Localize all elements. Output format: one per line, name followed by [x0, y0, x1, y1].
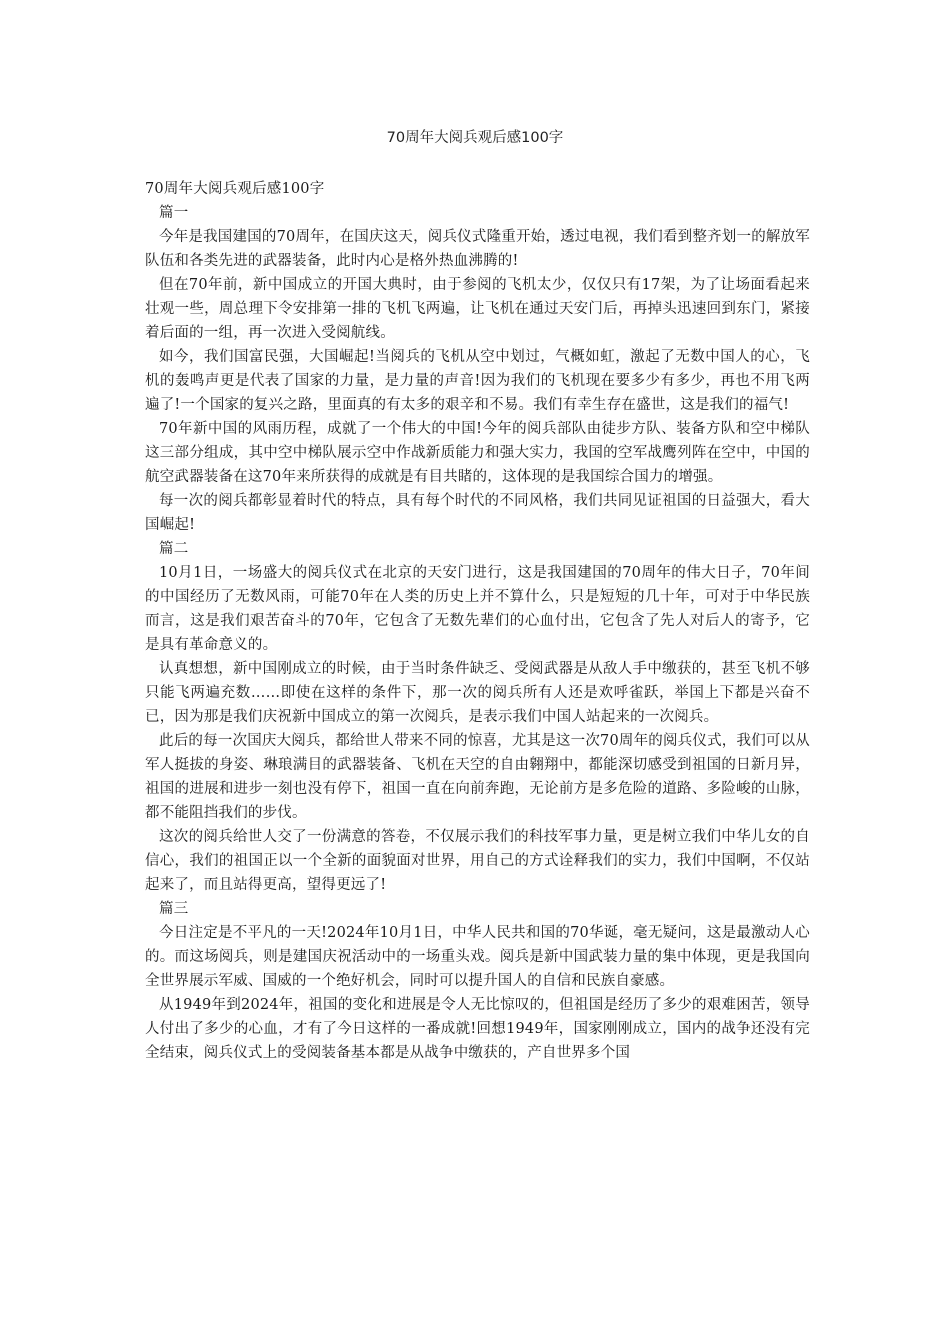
paragraph: 如今，我们国富民强，大国崛起!当阅兵的飞机从空中划过，气概如虹，激起了无数中国人的心，飞机的轰鸣声更是代表了国家的力量，是力量的声音!因为我们的飞机现在要多少有多少，再也不用飞两遍了!一个国家的复兴之路，里面真的有太多的艰辛和不易。我们有幸生存在盛世，这是我们的福气! [145, 349, 810, 413]
document-title: 70周年大阅兵观后感100字 [386, 130, 564, 146]
paragraph: 这次的阅兵给世人交了一份满意的答卷，不仅展示我们的科技军事力量，更是树立我们中华儿女的自信心，我们的祖国正以一个全新的面貌面对世界，用自己的方式诠释我们的实力，我们中国啊，不仅站起来了，而且站得更高，望得更远了! [145, 829, 810, 893]
paragraph: 每一次的阅兵都彰显着时代的特点，具有每个时代的不同风格，我们共同见证祖国的日益强大，看大国崛起! [145, 493, 810, 533]
paragraph: 此后的每一次国庆大阅兵，都给世人带来不同的惊喜，尤其是这一次70周年的阅兵仪式，我们可以从军人挺拔的身姿、琳琅满目的武器装备、飞机在天空的自由翱翔中，都能深切感受到祖国的日新月异，祖国的进展和进步一刻也没有停下，祖国一直在向前奔跑，无论前方是多危险的道路、多险峻的山脉，都不能阻挡我们的步伐。 [145, 733, 810, 821]
paragraph: 今日注定是不平凡的一天!2024年10月1日，中华人民共和国的70华诞，毫无疑问，这是最激动人心的。而这场阅兵，则是建国庆祝活动中的一场重头戏。阅兵是新中国武装力量的集中体现，更是我国向全世界展示军威、国威的一个绝好机会，同时可以提升国人的自信和民族自豪感。 [145, 925, 810, 989]
document-body [145, 177, 810, 1065]
paragraph: 10月1日，一场盛大的阅兵仪式在北京的天安门进行，这是我国建国的70周年的伟大日子，70年间的中国经历了无数风雨，可能70年在人类的历史上并不算什么，只是短短的几十年，可对于中华民族而言，这是我们艰苦奋斗的70年，它包含了无数先辈们的心血付出，它包含了先人对后人的寄予，它是具有革命意义的。 [145, 565, 810, 653]
paragraph: 今年是我国建国的70周年，在国庆这天，阅兵仪式隆重开始，透过电视，我们看到整齐划一的解放军队伍和各类先进的武器装备，此时内心是格外热血沸腾的! [145, 229, 810, 269]
paragraph: 但在70年前，新中国成立的开国大典时，由于参阅的飞机太少，仅仅只有17架，为了让场面看起来壮观一些，周总理下令安排第一排的飞机飞两遍，让飞机在通过天安门后，再掉头迅速回到东门，紧接着后面的一组，再一次进入受阅航线。 [145, 277, 810, 341]
section-label-2: 篇二 [159, 541, 189, 557]
document-subtitle: 70周年大阅兵观后感100字 [145, 181, 325, 197]
section-label-1: 篇一 [159, 205, 189, 221]
paragraph: 从1949年到2024年，祖国的变化和进展是令人无比惊叹的，但祖国是经历了多少的艰难困苦，领导人付出了多少的心血，才有了今日这样的一番成就!回想1949年，国家刚刚成立，国内的战争还没有完全结束，阅兵仪式上的受阅装备基本都是从战争中缴获的，产自世界多个国 [145, 997, 810, 1061]
section-label-3: 篇三 [159, 901, 189, 917]
paragraph: 认真想想，新中国刚成立的时候，由于当时条件缺乏、受阅武器是从敌人手中缴获的，甚至飞机不够只能飞两遍充数……即使在这样的条件下，那一次的阅兵所有人还是欢呼雀跃，举国上下都是兴奋不已，因为那是我们庆祝新中国成立的第一次阅兵，是表示我们中国人站起来的一次阅兵。 [145, 661, 810, 725]
paragraph: 70年新中国的风雨历程，成就了一个伟大的中国!今年的阅兵部队由徒步方队、装备方队和空中梯队这三部分组成，其中空中梯队展示空中作战新质能力和强大实力，我国的空军战鹰列阵在空中，中国的航空武器装备在这70年来所获得的成就是有目共睹的，这体现的是我国综合国力的增强。 [145, 421, 810, 485]
